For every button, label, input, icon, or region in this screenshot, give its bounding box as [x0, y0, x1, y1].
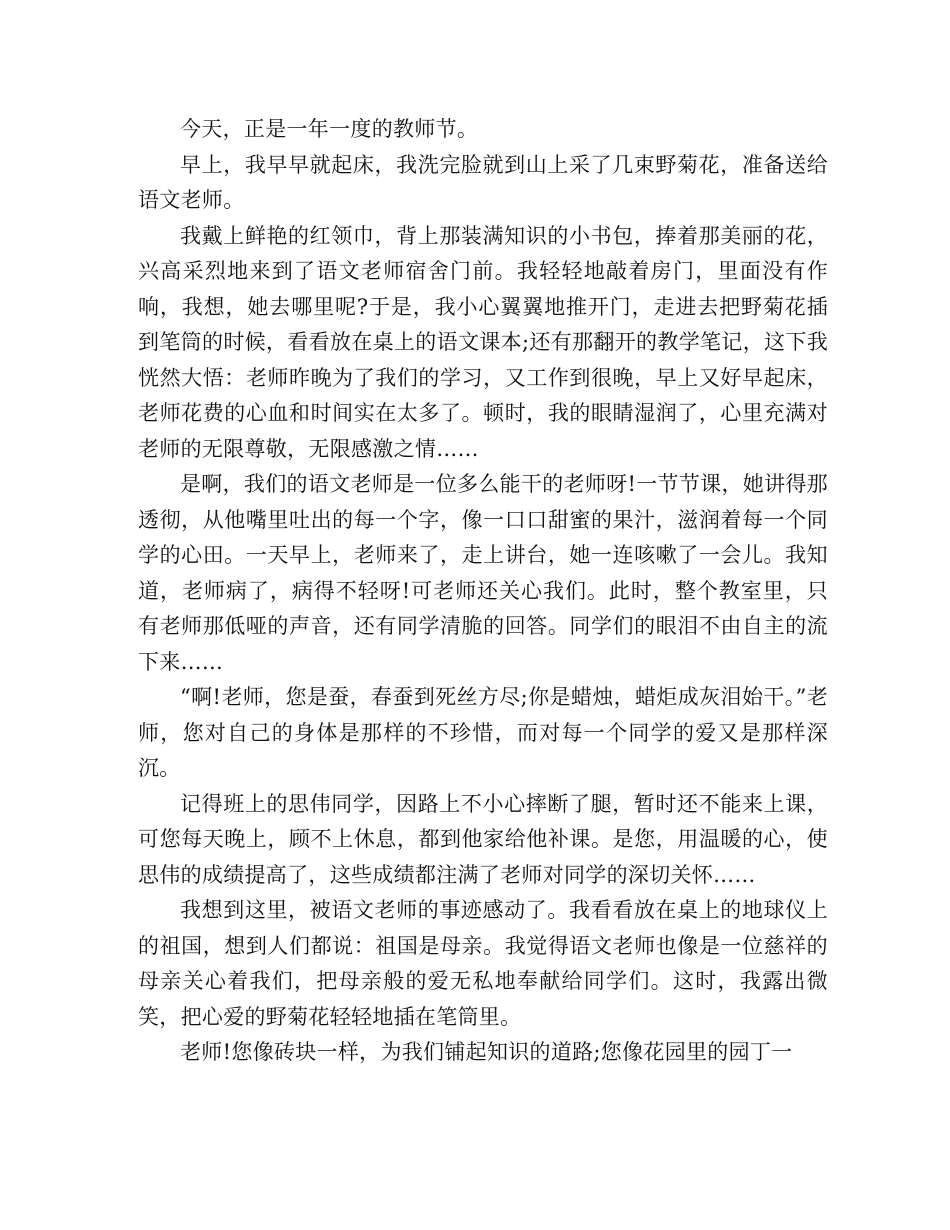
paragraph-3: 我戴上鲜艳的红领巾，背上那装满知识的小书包，捧着那美丽的花，兴高采烈地来到了语文老师宿舍门前。我轻轻地敲着房门，里面没有作响，我想，她去哪里呢?于是，我小心翼翼地推开门，走进去把野菊花插到笔筒的时候，看看放在桌上的语文课本;还有那翻开的教学笔记，这下我恍然大悟：老师昨晚为了我们的学习，又工作到很晚，早上又好早起床，老师花费的心血和时间实在太多了。顿时，我的眼睛湿润了，心里充满对老师的无限尊敬，无限感激之情…… — [138, 223, 828, 461]
paragraph-1: 今天，正是一年一度的教师节。 — [180, 117, 479, 141]
paragraph-4: 是啊，我们的语文老师是一位多么能干的老师呀!一节节课，她讲得那透彻，从他嘴里吐出的每一个字，像一口口甜蜜的果汁，滋润着每一个同学的心田。一天早上，老师来了，走上讲台，她一连咳嗽了一会儿。我知道，老师病了，病得不轻呀!可老师还关心我们。此时，整个教室里，只有老师那低哑的声音，还有同学清脆的回答。同学们的眼泪不由自主的流下来…… — [138, 472, 828, 674]
paragraph-6: 记得班上的思伟同学，因路上不小心摔断了腿，暂时还不能来上课，可您每天晚上，顾不上休息，都到他家给他补课。是您，用温暖的心，使思伟的成绩提高了，这些成绩都注满了老师对同学的深切关怀…… — [138, 791, 828, 887]
paragraph-5: “啊!老师，您是蚕，春蚕到死丝方尽;你是蜡烛，蜡炬成灰泪始干。”老师，您对自己的身体是那样的不珍惜，而对每一个同学的爱又是那样深沉。 — [138, 685, 828, 780]
document-page — [138, 112, 828, 1071]
paragraph-8: 老师!您像砖块一样，为我们铺起知识的道路;您像花园里的园丁一 — [180, 1040, 793, 1064]
paragraph-7: 我想到这里，被语文老师的事迹感动了。我看看放在桌上的地球仪上的祖国，想到人们都说：祖国是母亲。我觉得语文老师也像是一位慈祥的母亲关心着我们，把母亲般的爱无私地奉献给同学们。这时，我露出微笑，把心爱的野菊花轻轻地插在笔筒里。 — [138, 898, 828, 1029]
paragraph-2: 早上，我早早就起床，我洗完脸就到山上采了几束野菊花，准备送给语文老师。 — [138, 152, 828, 212]
